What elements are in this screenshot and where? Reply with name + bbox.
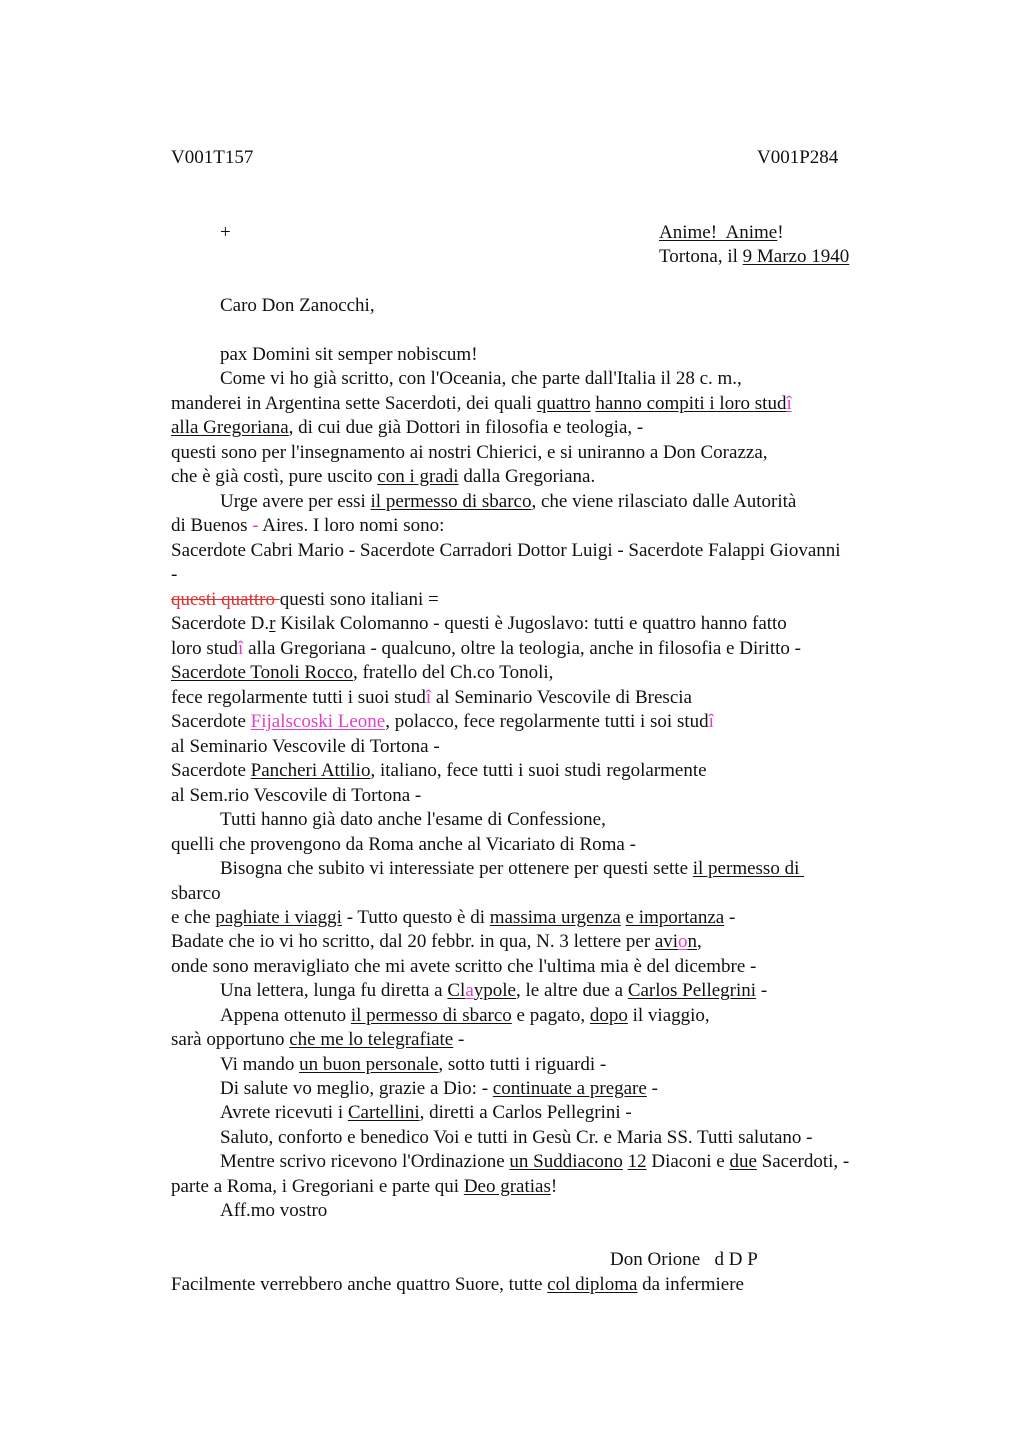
struck-run: questi quattro	[171, 589, 280, 610]
text-run: Bisogna che subito vi interessiate per ottenere per questi sette	[220, 858, 693, 879]
body-line	[220, 1004, 710, 1028]
text-run: che è già costì, pure uscito	[171, 466, 378, 487]
body-line	[220, 490, 796, 514]
body-line	[171, 637, 801, 661]
highlight-run: -	[252, 515, 259, 536]
underlined-run: continuate a pregare	[492, 1078, 647, 1099]
signature: Don Orione d D P	[610, 1249, 758, 1270]
body-line	[171, 906, 735, 930]
body-line	[171, 661, 553, 685]
text-run: , sotto tutti i riguardi -	[438, 1054, 607, 1075]
highlight-run: î	[238, 638, 244, 659]
text-run: questi sono italiani =	[279, 589, 439, 610]
underlined-run: 12	[627, 1151, 647, 1172]
underlined-run: Cartellini	[347, 1102, 420, 1123]
highlight-run: î	[708, 711, 714, 732]
body-line	[171, 514, 444, 538]
body-line: sbarco	[171, 883, 221, 904]
highlight-run: Fijalscoski Leone	[250, 711, 386, 732]
text-run: -	[453, 1029, 465, 1050]
highlight-run: o	[678, 931, 688, 952]
underlined-run: dopo	[589, 1005, 628, 1026]
underlined-run: hanno compiti i loro stud	[595, 393, 787, 414]
body-line	[171, 930, 702, 954]
text-run: Aires. I loro nomi sono:	[258, 515, 445, 536]
motto-part: Anime!	[659, 222, 718, 243]
underlined-run: il permesso di sbarco	[350, 1005, 512, 1026]
body-line: -	[171, 564, 178, 585]
archive-code-right: V001P284	[757, 147, 839, 168]
body-line	[171, 759, 707, 783]
text-run: Diaconi e	[646, 1151, 730, 1172]
text-run: alla Gregoriana - qualcuno, oltre la teologia, anche in filosofia e Diritto -	[243, 638, 801, 659]
underlined-run: massima urgenza	[489, 907, 621, 928]
text-run: -	[646, 1078, 658, 1099]
underlined-run: avi	[654, 931, 679, 952]
body-line	[171, 1028, 464, 1052]
underlined-run: col diploma	[547, 1274, 638, 1295]
underlined-run: il permesso di sbarco	[370, 491, 532, 512]
body-line	[171, 416, 643, 440]
underlined-run: r	[269, 613, 276, 634]
text-run: Avrete ricevuti i	[220, 1102, 348, 1123]
body-line	[220, 1077, 658, 1101]
text-run: Mentre scrivo ricevono l'Ordinazione	[220, 1151, 510, 1172]
body-line	[171, 612, 787, 636]
body-line: Tutti hanno già dato anche l'esame di Confessione,	[220, 809, 606, 830]
body-line: Sacerdote Cabri Mario - Sacerdote Carradori Dottor Luigi - Sacerdote Falappi Giovanni	[171, 540, 841, 561]
highlight-run: î	[786, 393, 792, 414]
text-run: - Tutto questo è di	[341, 907, 490, 928]
underlined-run: con i gradi	[377, 466, 459, 487]
greeting: pax Domini sit semper nobiscum!	[220, 344, 478, 365]
date: 9 Marzo 1940	[742, 246, 850, 267]
text-run: fece regolarmente tutti i suoi stud	[171, 687, 426, 708]
text-run: Sacerdote	[171, 711, 251, 732]
body-line	[220, 1101, 632, 1125]
text-run: manderei in Argentina sette Sacerdoti, dei quali	[171, 393, 537, 414]
body-line	[171, 1175, 557, 1199]
text-run: Sacerdoti, -	[756, 1151, 850, 1172]
body-line	[220, 1150, 849, 1174]
body-line: quelli che provengono da Roma anche al Vicariato di Roma -	[171, 834, 636, 855]
body-line	[220, 979, 767, 1003]
body-line: onde sono meravigliato che mi avete scritto che l'ultima mia è del dicembre -	[171, 956, 757, 977]
body-line: questi sono per l'insegnamento ai nostri Chierici, e si uniranno a Don Corazza,	[171, 442, 768, 463]
text-run: Di salute vo meglio, grazie a Dio: -	[220, 1078, 493, 1099]
motto-part: !	[777, 222, 784, 243]
text-run: Badate che io vi ho scritto, dal 20 febbr. in qua, N. 3 lettere per	[171, 931, 655, 952]
text-run: sarà opportuno	[171, 1029, 290, 1050]
place-date	[659, 245, 849, 269]
text-run: Appena ottenuto	[220, 1005, 351, 1026]
underlined-run: Sacerdote Tonoli Rocco	[171, 662, 353, 683]
text-run: Vi mando	[220, 1054, 300, 1075]
motto	[659, 221, 784, 245]
archive-code-left: V001T157	[171, 147, 254, 168]
text-run: dalla Gregoriana.	[458, 466, 596, 487]
underlined-run: che me lo telegrafiate	[289, 1029, 454, 1050]
text-run: al Seminario Vescovile di Brescia	[431, 687, 692, 708]
underlined-run: un Suddiacono	[509, 1151, 623, 1172]
closing: Aff.mo vostro	[220, 1200, 328, 1221]
underlined-run: alla Gregoriana	[171, 417, 289, 438]
underlined-run: Carlos Pellegrini	[627, 980, 757, 1001]
body-line: al Seminario Vescovile di Tortona -	[171, 736, 440, 757]
text-run: Facilmente verrebbero anche quattro Suore, tutte	[171, 1274, 548, 1295]
underlined-run: quattro	[536, 393, 591, 414]
motto-space	[717, 222, 725, 243]
underlined-run: Pancheri Attilio	[250, 760, 371, 781]
text-run: il viaggio,	[627, 1005, 710, 1026]
body-line	[171, 465, 595, 489]
text-run: Una lettera, lunga fu diretta a	[220, 980, 448, 1001]
body-line	[171, 392, 792, 416]
body-line	[171, 686, 692, 710]
motto-part: Anime	[725, 222, 778, 243]
text-run: -	[756, 980, 768, 1001]
salutation: Caro Don Zanocchi,	[220, 295, 375, 316]
text-run: , italiano, fece tutti i suoi studi regolarmente	[370, 760, 707, 781]
underlined-run: Cl	[447, 980, 466, 1001]
text-run: , che viene rilasciato dalle Autorità	[531, 491, 797, 512]
text-run: da infermiere	[637, 1274, 744, 1295]
place: Tortona, il	[659, 246, 743, 267]
underlined-run: paghiate i viaggi	[215, 907, 342, 928]
postscript	[171, 1273, 744, 1297]
text-run: , diretti a Carlos Pellegrini -	[419, 1102, 632, 1123]
text-run: e che	[171, 907, 216, 928]
text-run: , polacco, fece regolarmente tutti i soi stud	[385, 711, 709, 732]
body-line: Saluto, conforto e benedico Voi e tutti in Gesù Cr. e Maria SS. Tutti salutano -	[220, 1127, 813, 1148]
underlined-run: ypole	[473, 980, 516, 1001]
text-run: , fratello del Ch.co Tonoli,	[352, 662, 554, 683]
text-run: Kisilak Colomanno - questi è Jugoslavo: tutti e quattro hanno fatto	[275, 613, 787, 634]
body-line	[220, 857, 804, 881]
underlined-run: un buon personale	[299, 1054, 439, 1075]
body-line	[220, 1053, 606, 1077]
text-run: Sacerdote	[171, 760, 251, 781]
text-run: parte a Roma, i Gregoriani e parte qui	[171, 1176, 464, 1197]
underlined-run: Deo gratias	[463, 1176, 551, 1197]
cross-mark: +	[220, 222, 231, 243]
text-run: Sacerdote D.	[171, 613, 270, 634]
text-run: Urge avere per essi	[220, 491, 371, 512]
underlined-run: e importanza	[625, 907, 725, 928]
underlined-run: due	[729, 1151, 757, 1172]
text-run: , di cui due già Dottori in filosofia e teologia, -	[288, 417, 644, 438]
text-run: loro stud	[171, 638, 239, 659]
underlined-run: il permesso di	[692, 858, 805, 879]
highlight-run: î	[425, 687, 432, 708]
text-run: ,	[697, 931, 702, 952]
highlight-run: a	[465, 980, 474, 1001]
text-run: di Buenos	[171, 515, 253, 536]
body-line	[171, 710, 714, 734]
text-run: e pagato,	[511, 1005, 590, 1026]
body-line: al Sem.rio Vescovile di Tortona -	[171, 785, 422, 806]
text-run: , le altre due a	[515, 980, 628, 1001]
body-line: Come vi ho già scritto, con l'Oceania, che parte dall'Italia il 28 c. m.,	[220, 368, 742, 389]
text-run: -	[724, 907, 736, 928]
underlined-run: n	[687, 931, 698, 952]
text-run: !	[550, 1176, 558, 1197]
body-line	[171, 588, 439, 612]
